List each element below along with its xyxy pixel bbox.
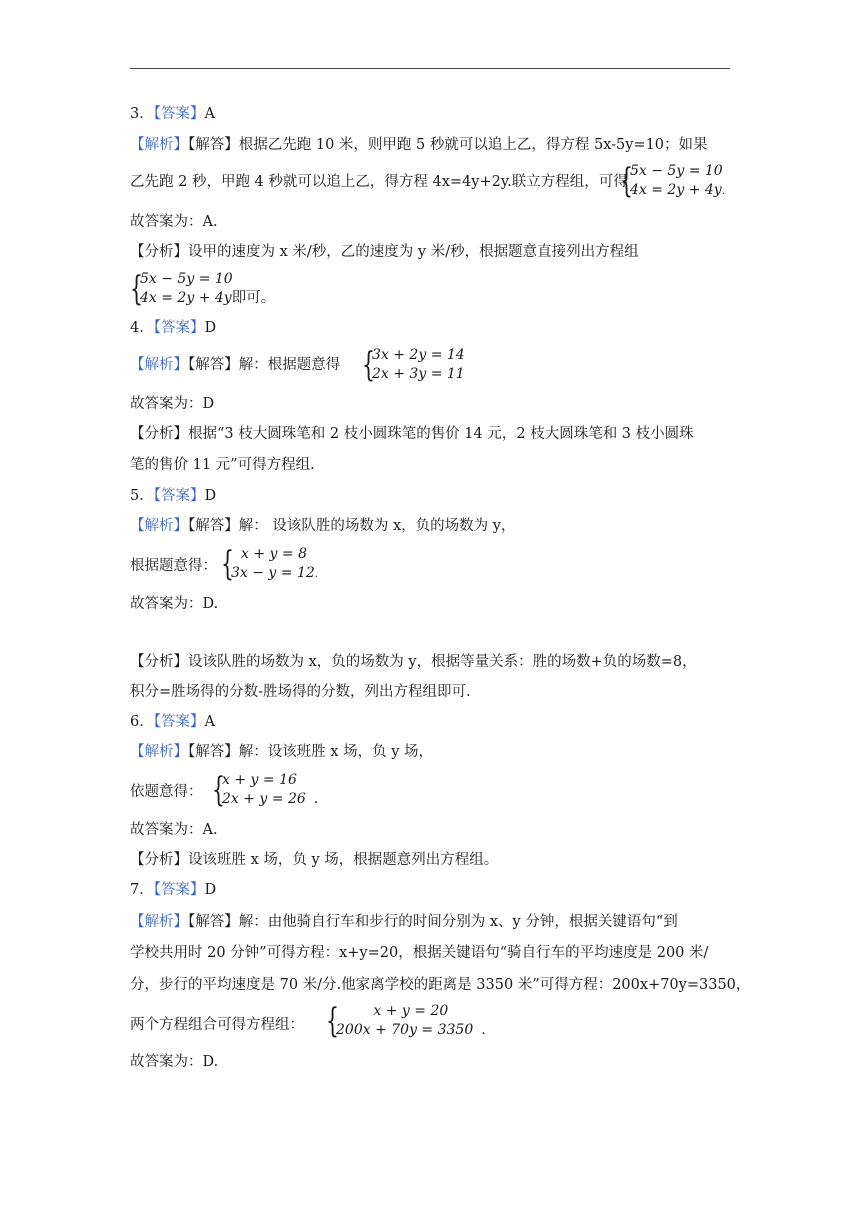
equation-2: 2x + 3y = 11: [372, 366, 465, 382]
answer-tag: 【答案】: [153, 320, 205, 336]
q4-solution-line1: 【解析】【解答】解：根据题意得: [130, 357, 341, 373]
left-brace: {: [362, 345, 375, 385]
left-brace: {: [212, 770, 225, 810]
q6-analysis-line1: 【分析】设该班胜 x 场，负 y 场，根据题意列出方程组。: [130, 852, 499, 868]
q5-equation-system: [221, 544, 318, 584]
q6-heading: 6．【答案】A: [130, 714, 215, 730]
equation-1: 5x − 5y = 10: [630, 163, 723, 179]
q3-equation-system: [620, 161, 725, 201]
equation-1: x + y = 8: [241, 546, 307, 562]
left-brace: {: [130, 269, 143, 309]
q7-solution-line3: 分，步行的平均速度是 70 米/分.他家离学校的距离是 3350 米”可得方程：200x+70y=3350，: [130, 977, 751, 993]
q5-analysis-line1: 【分析】设该队胜的场数为 x，负的场数为 y，根据等量关系：胜的场数+负的场数=8，: [130, 654, 697, 670]
q7-solution-line2: 学校共用时 20 分钟”可得方程：x+y=20，根据关键语句“骑自行车的平均速度是 200 米/: [130, 945, 709, 961]
q7-solution-line1: 【解析】【解答】解：由他骑自行车和步行的时间分别为 x、y 分钟，根据关键语句“到: [130, 914, 678, 930]
answer-value: D: [204, 320, 217, 336]
q7-solution-line4: 两个方程组合可得方程组：: [130, 1017, 304, 1033]
answer-value: D: [204, 488, 217, 504]
equation-2: 2x + y = 26 .: [222, 791, 319, 807]
equation-2: 4x = 2y + 4y.: [630, 182, 725, 198]
q4-conclusion: 故答案为：D: [130, 396, 215, 412]
q3-analysis-line1: 【分析】设甲的速度为 x 米/秒，乙的速度为 y 米/秒，根据题意直接列出方程组: [130, 244, 639, 260]
q5-analysis-line2: 积分=胜场得的分数-胜场得的分数，列出方程组即可.: [130, 684, 471, 700]
equation-1: 5x − 5y = 10: [140, 271, 233, 287]
equation-2: 4x = 2y + 4y即可。: [140, 290, 276, 306]
answer-value: A: [204, 714, 215, 730]
answer-value: A: [204, 106, 215, 122]
q4-heading: 4．【答案】D: [130, 320, 217, 336]
q3-solution-line2: 乙先跑 2 秒，甲跑 4 秒就可以追上乙，得方程 4x=4y+2y.联立方程组，可得: [130, 174, 628, 190]
answer-value: D: [204, 882, 217, 898]
q4-equation-system: [362, 345, 465, 385]
q5-solution-line2: 根据题意得：: [130, 558, 217, 574]
answer-tag: 【答案】: [153, 488, 205, 504]
equation-1: x + y = 20: [373, 1003, 449, 1019]
q6-solution-line2: 依题意得：: [130, 784, 203, 800]
q5-heading: 5．【答案】D: [130, 488, 217, 504]
answer-tag: 【答案】: [153, 106, 205, 122]
q6-conclusion: 故答案为：A.: [130, 822, 218, 838]
q4-analysis-line1: 【分析】根据“3 枝大圆珠笔和 2 枝小圆珠笔的售价 14 元，2 枝大圆珠笔和 3 枝小圆珠: [130, 426, 694, 442]
q4-analysis-line2: 笔的售价 11 元”可得方程组.: [130, 457, 315, 473]
jiexi-tag: 【解析】: [130, 137, 188, 153]
q3-heading: 3．【答案】A: [130, 106, 215, 122]
jiexi-tag: 【解析】: [130, 744, 188, 760]
equation-1: 3x + 2y = 14: [372, 347, 465, 363]
q3-analysis-equation-system: [130, 269, 276, 309]
equation-1: x + y = 16: [222, 772, 297, 788]
q6-solution-line1: 【解析】【解答】解：设该班胜 x 场，负 y 场，: [130, 744, 434, 760]
left-brace: {: [221, 544, 234, 584]
equation-2: 3x − y = 12.: [231, 565, 318, 581]
q3-solution-line1: 【解析】【解答】根据乙先跑 10 米，则甲跑 5 秒就可以追上乙，得方程 5x-5y=10；如果: [130, 137, 708, 153]
q7-heading: 7．【答案】D: [130, 882, 217, 898]
jiexi-tag: 【解析】: [130, 357, 188, 373]
answer-tag: 【答案】: [153, 714, 205, 730]
left-brace: {: [326, 1001, 339, 1041]
answer-tag: 【答案】: [153, 882, 205, 898]
q5-conclusion: 故答案为：D.: [130, 596, 219, 612]
jiexi-tag: 【解析】: [130, 518, 188, 534]
header-rule: [130, 68, 730, 69]
q3-conclusion: 故答案为：A.: [130, 214, 218, 230]
q7-conclusion: 故答案为：D.: [130, 1054, 219, 1070]
q7-equation-system: [326, 1001, 486, 1041]
equation-2: 200x + 70y = 3350 .: [336, 1022, 486, 1038]
q6-equation-system: [212, 770, 319, 810]
jiexi-tag: 【解析】: [130, 914, 188, 930]
left-brace: {: [620, 161, 633, 201]
q5-solution-line1: 【解析】【解答】解： 设该队胜的场数为 x，负的场数为 y，: [130, 518, 516, 534]
